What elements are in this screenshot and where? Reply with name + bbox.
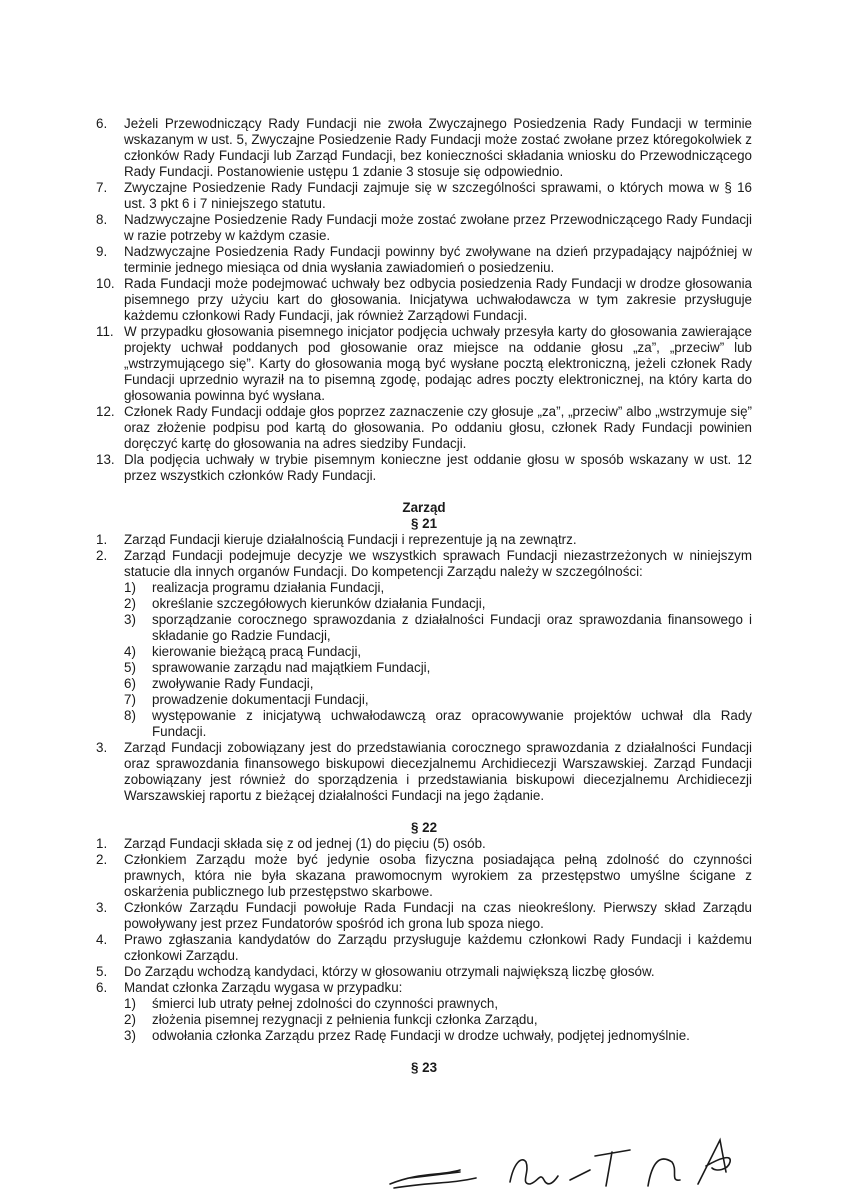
- item-text: Zwyczajne Posiedzenie Rady Fundacji zajmuje się w szczególności sprawami, o których mowa w § 16 ust. 3 pkt 6 i 7 niniejszego statutu.: [124, 180, 752, 211]
- sub-list-item: [96, 580, 752, 596]
- document-body: [96, 116, 752, 1076]
- item-number: 6.: [96, 980, 108, 995]
- item-text: Członków Zarządu Fundacji powołuje Rada Fundacji na czas nieokreślony. Pierwszy skład Zarządu powoływany jest przez Fundatorów spośród ich grona lub spoza niego.: [124, 900, 752, 931]
- item-text: złożenia pisemnej rezygnacji z pełnienia funkcji członka Zarządu,: [152, 1012, 538, 1027]
- item-text: określanie szczegółowych kierunków działania Fundacji,: [152, 596, 486, 611]
- item-number: 2.: [96, 548, 108, 563]
- item-number: 12.: [96, 404, 115, 419]
- sub-list-item: [96, 1028, 752, 1044]
- item-text: sporządzanie corocznego sprawozdania z działalności Fundacji oraz sprawozdania finansowego i składanie go Radzie Fundacji,: [152, 612, 752, 643]
- item-number: 7.: [96, 180, 108, 195]
- list-item: [96, 532, 752, 548]
- paragraph-22-heading: § 22: [410, 820, 438, 835]
- item-number: 1): [124, 996, 136, 1011]
- signature-2: [510, 1160, 590, 1184]
- list-item: [96, 852, 752, 900]
- item-number: 1): [124, 580, 136, 595]
- list-item: [96, 324, 752, 404]
- item-number: 2): [124, 596, 136, 611]
- sub-list-item: [96, 644, 752, 660]
- paragraph-22-items: [96, 836, 752, 996]
- item-text: śmierci lub utraty pełnej zdolności do czynności prawnych,: [152, 996, 499, 1011]
- sub-list-item: [96, 708, 752, 740]
- list-item: [96, 900, 752, 932]
- item-number: 2.: [96, 852, 108, 867]
- list-item: [96, 276, 752, 324]
- item-text: Zarząd Fundacji podejmuje decyzje we wszystkich sprawach Fundacji niezastrzeżonych w niniejszym statucie dla innych organów Fundacji. Do kompetencji Zarządu należy w szczególności:: [124, 548, 752, 579]
- sub-list-item: [96, 660, 752, 676]
- list-item: [96, 212, 752, 244]
- item-number: 5.: [96, 964, 108, 979]
- signature-3: [595, 1150, 630, 1186]
- item-number: 3): [124, 612, 136, 627]
- list-item: [96, 932, 752, 964]
- council-voting-paragraphs: [96, 116, 752, 484]
- list-item: [96, 180, 752, 212]
- paragraph-21-competences: [96, 580, 752, 740]
- sub-list-item: [96, 692, 752, 708]
- paragraph-21-items: [96, 532, 752, 580]
- list-item: 3. Zarząd Fundacji zobowiązany jest do przedstawiania corocznego sprawozdania z działalności Fundacji oraz sprawozdania finansowego biskupowi diecezjalnemu Archidiecezji Warszawskiej. Zarząd Fundacji zobowiązany jest również do sporządzenia i przedstawiania biskupowi diecezjalnemu Archidiecezji Warszawskiej raportu z bieżącej działalności Fundacji na jego żądanie.: [96, 740, 752, 803]
- paragraph-21-heading: § 21: [410, 516, 438, 531]
- item-number: 2): [124, 1012, 136, 1027]
- paragraph-22-mandate-cases: [96, 996, 752, 1044]
- item-text: Mandat członka Zarządu wygasa w przypadku:: [124, 980, 403, 995]
- list-item: [96, 404, 752, 452]
- item-text: prowadzenie dokumentacji Fundacji,: [152, 692, 369, 707]
- item-number: 1.: [96, 836, 108, 851]
- item-text: Prawo zgłaszania kandydatów do Zarządu przysługuje każdemu członkowi Rady Fundacji i każdemu członkowi Zarządu.: [124, 932, 752, 963]
- item-text: Członkiem Zarządu może być jedynie osoba fizyczna posiadająca pełną zdolność do czynności prawnych, która nie była skazana prawomocnym wyrokiem za przestępstwo umyślne ścigane z oskarżenia publicznego lub przestępstwo skarbowe.: [124, 852, 752, 899]
- item-text: Nadzwyczajne Posiedzenie Rady Fundacji może zostać zwołane przez Przewodniczącego Rady Fundacji w razie potrzeby w każdym czasie.: [124, 212, 752, 243]
- item-number: 7): [124, 692, 136, 707]
- item-number: 10.: [96, 276, 115, 291]
- list-item: [96, 452, 752, 484]
- list-item: [96, 116, 752, 180]
- signature-1: [390, 1170, 476, 1188]
- list-item: [96, 244, 752, 276]
- item-text: kierowanie bieżącą pracą Fundacji,: [152, 644, 362, 659]
- item-text: zwoływanie Rady Fundacji,: [152, 676, 314, 691]
- paragraph-23-heading: § 23: [410, 1060, 438, 1075]
- item-number: 9.: [96, 244, 108, 259]
- item-number: 13.: [96, 452, 115, 467]
- sub-list-item: [96, 612, 752, 644]
- item-text: Jeżeli Przewodniczący Rady Fundacji nie zwoła Zwyczajnego Posiedzenia Rady Fundacji w terminie wskazanym w ust. 5, Zwyczajne Posiedzenie Rady Fundacji może zostać zwołane przez któregokolwiek z członków Rady Fundacji lub Zarząd Fundacji, bez konieczności składania wniosku do Przewodniczącego Rady Fundacji. Postanowienie ustępu 1 zdanie 3 stosuje się odpowiednio.: [124, 116, 752, 179]
- list-item: [96, 836, 752, 852]
- list-item: [96, 548, 752, 580]
- sub-list-item: [96, 1012, 752, 1028]
- item-number: 6.: [96, 116, 108, 131]
- list-item: [96, 980, 752, 996]
- item-text: Członek Rady Fundacji oddaje głos poprzez zaznaczenie czy głosuje „za”, „przeciw” albo „wstrzymuje się” oraz złożenie podpisu pod kartą do głosowania. Po oddaniu głosu, członek Rady Fundacji powinien doręczyć kartę do głosowania na adres siedziby Fundacji.: [124, 404, 752, 451]
- item-number: 6): [124, 676, 136, 691]
- item-text: Do Zarządu wchodzą kandydaci, którzy w głosowaniu otrzymali największą liczbę głosów.: [124, 964, 655, 979]
- item-text: Zarząd Fundacji kieruje działalnością Fundacji i reprezentuje ją na zewnątrz.: [124, 532, 577, 547]
- item-number: 3.: [96, 900, 108, 915]
- item-text: Zarząd Fundacji składa się z od jednej (1) do pięciu (5) osób.: [124, 836, 486, 851]
- item-number: 4): [124, 644, 136, 659]
- item-text: występowanie z inicjatywą uchwałodawczą oraz opracowywanie projektów uchwał dla Rady Fundacji.: [152, 708, 752, 739]
- sub-list-item: [96, 596, 752, 612]
- item-number: 3): [124, 1028, 136, 1043]
- item-text: realizacja programu działania Fundacji,: [152, 580, 385, 595]
- list-item: [96, 964, 752, 980]
- sub-list-item: [96, 996, 752, 1012]
- item-number: 8.: [96, 212, 108, 227]
- sub-list-item: [96, 676, 752, 692]
- item-number: 5): [124, 660, 136, 675]
- item-text: Nadzwyczajne Posiedzenia Rady Fundacji powinny być zwoływane na dzień przypadający najpóźniej w terminie jednego miesiąca od dnia wysłania zawiadomień o posiedzeniu.: [124, 244, 752, 275]
- item-number: 1.: [96, 532, 108, 547]
- item-text: W przypadku głosowania pisemnego inicjator podjęcia uchwały przesyła karty do głosowania zawierające projekty uchwał poddanych pod głosowanie oraz miejsce na oddanie głosu „za”, „przeciw” lub „wstrzymującego się”. Karty do głosowania mogą być wysłane pocztą elektroniczną, jeżeli członek Rady Fundacji uprzednio wyraził na to pisemną zgodę, podając adres poczty elektronicznej, na który karta do głosowania powinna być wysłana.: [124, 324, 752, 403]
- item-number: 11.: [96, 324, 114, 339]
- signature-5: [698, 1140, 730, 1184]
- section-title: Zarząd: [402, 500, 446, 515]
- handwritten-signatures: [380, 1132, 760, 1192]
- item-number: 4.: [96, 932, 108, 947]
- item-text: odwołania członka Zarządu przez Radę Fundacji w drodze uchwały, podjętej jednomyślnie.: [152, 1028, 690, 1043]
- item-text: Dla podjęcia uchwały w trybie pisemnym konieczne jest oddanie głosu w sposób wskazany w ust. 12 przez wszystkich członków Rady Fundacji.: [124, 452, 752, 483]
- signature-4: [648, 1159, 680, 1186]
- item-number: 8): [124, 708, 136, 723]
- item-text: sprawowanie zarządu nad majątkiem Fundacji,: [152, 660, 431, 675]
- item-text: Rada Fundacji może podejmować uchwały bez odbycia posiedzenia Rady Fundacji w drodze głosowania pisemnego przy użyciu kart do głosowania. Inicjatywa uchwałodawcza w tym zakresie przysługuje każdemu członkowi Rady Fundacji, jak również Zarządowi Fundacji.: [124, 276, 752, 323]
